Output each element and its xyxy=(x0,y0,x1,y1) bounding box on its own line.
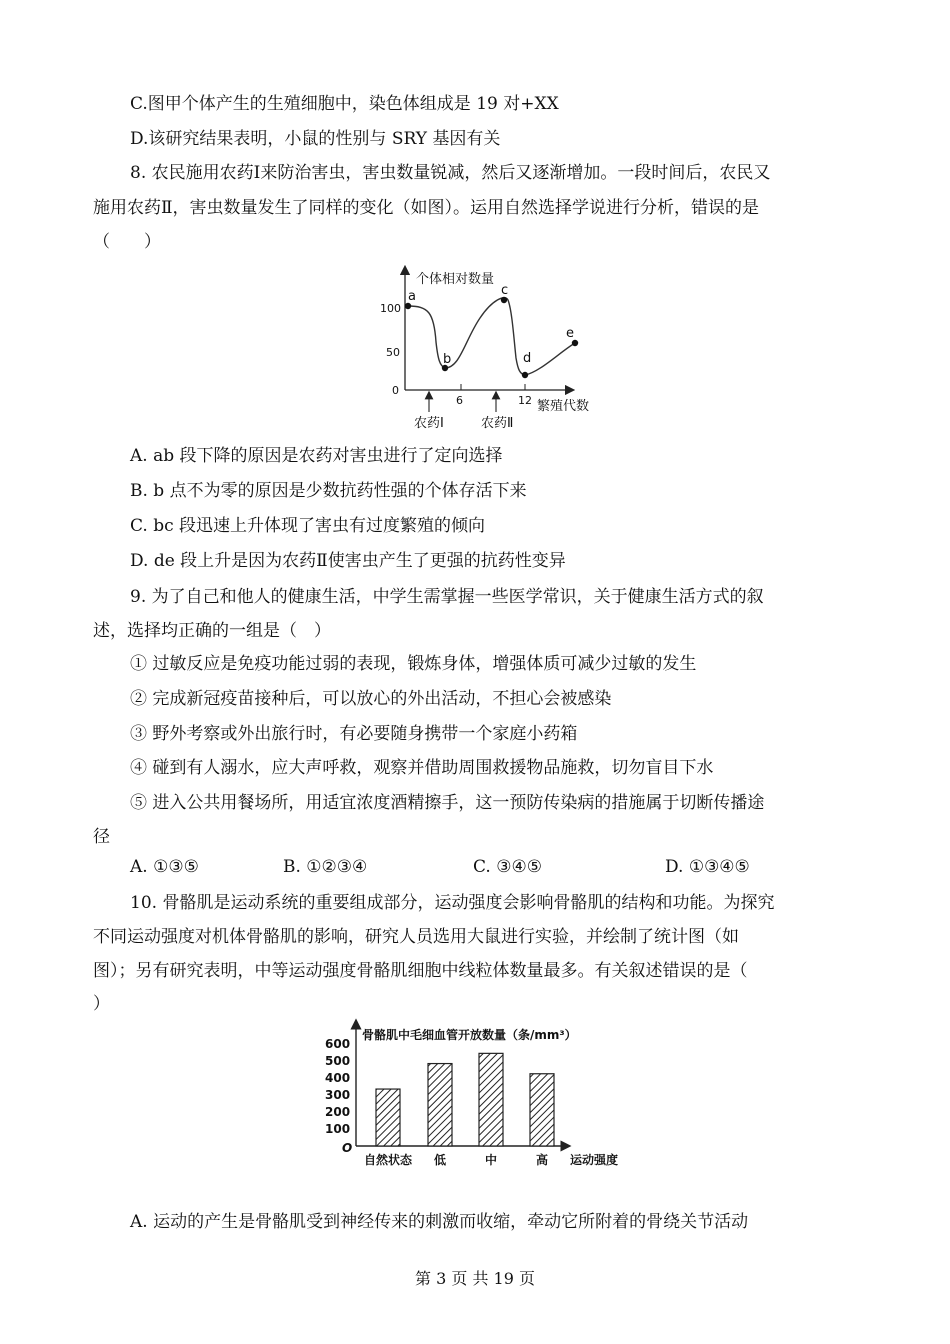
y-tick-0: 0 xyxy=(392,384,399,397)
q9-item-4: ④ 碰到有人溺水，应大声呼救，观察并借助周围救援物品施救，切勿盲目下水 xyxy=(130,758,714,778)
label-d: d xyxy=(523,351,532,366)
page-footer: 第 3 页 共 19 页 xyxy=(415,1269,535,1288)
annotation-pesticide-2: 农药Ⅱ xyxy=(481,416,514,431)
bar-3 xyxy=(530,1074,554,1146)
q10-stem-line4: ） xyxy=(93,994,110,1014)
q9-option-d: D. ①③④⑤ xyxy=(665,857,750,877)
q9-stem-line2: 述，选择均正确的一组是（ ） xyxy=(93,621,331,641)
y-tick-100: 100 xyxy=(325,1122,351,1136)
q9-option-a: A. ①③⑤ xyxy=(130,857,199,877)
label-b: b xyxy=(443,352,452,367)
x-tick-3: 高 xyxy=(535,1153,549,1167)
q10-stem-line1: 10. 骨骼肌是运动系统的重要组成部分，运动强度会影响骨骼肌的结构和功能。为探究 xyxy=(130,893,775,913)
x-tick-12: 12 xyxy=(518,394,532,407)
chart-title: 骨骼肌中毛细血管开放数量（条/mm³） xyxy=(362,1028,577,1042)
x-axis-label: 繁殖代数 xyxy=(537,399,590,414)
x-axis-label: 运动强度 xyxy=(570,1153,619,1167)
x-tick-1: 低 xyxy=(433,1153,447,1167)
q8-option-c: C. bc 段迅速上升体现了害虫有过度繁殖的倾向 xyxy=(130,516,486,536)
q9-item-5: ⑤ 进入公共用餐场所，用适宜浓度酒精擦手，这一预防传染病的措施属于切断传播途 xyxy=(130,793,765,813)
y-tick-200: 200 xyxy=(325,1105,351,1119)
capillary-bar-chart xyxy=(320,1018,640,1170)
q8-stem-line2: 施用农药Ⅱ，害虫数量发生了同样的变化（如图）。运用自然选择学说进行分析，错误的是 xyxy=(93,198,760,218)
q9-options xyxy=(130,857,830,881)
q8-option-a: A. ab 段下降的原因是农药对害虫进行了定向选择 xyxy=(130,446,503,466)
point-d xyxy=(522,372,528,378)
y-tick-400: 400 xyxy=(325,1071,351,1085)
y-tick-300: 300 xyxy=(325,1088,351,1102)
q9-item-3: ③ 野外考察或外出旅行时，有必要随身携带一个家庭小药箱 xyxy=(130,724,578,744)
annotation-pesticide-1: 农药Ⅰ xyxy=(414,416,444,431)
q8-stem-line1: 8. 农民施用农药Ⅰ来防治害虫，害虫数量锐减，然后又逐渐增加。一段时间后，农民又 xyxy=(130,163,771,183)
x-tick-6: 6 xyxy=(456,394,463,407)
q10-option-a: A. 运动的产生是骨骼肌受到神经传来的刺激而收缩，牵动它所附着的骨绕关节活动 xyxy=(130,1212,749,1232)
bar-1 xyxy=(428,1064,452,1146)
bar-0 xyxy=(376,1089,400,1146)
q10-stem-line3: 图）；另有研究表明，中等运动强度骨骼肌细胞中线粒体数量最多。有关叙述错误的是（ xyxy=(93,961,748,981)
y-tick-100: 100 xyxy=(380,302,401,315)
x-tick-0: 自然状态 xyxy=(363,1153,413,1167)
q10-stem-line2: 不同运动强度对机体骨骼肌的影响，研究人员选用大鼠进行实验，并绘制了统计图（如 xyxy=(93,927,739,947)
bar-2 xyxy=(479,1053,503,1146)
y-axis-label: 个体相对数量 xyxy=(416,272,495,287)
population-curve xyxy=(408,298,575,375)
q9-item-5-cont: 径 xyxy=(93,827,110,847)
q9-option-c: C. ③④⑤ xyxy=(473,857,542,877)
q9-stem-line1: 9. 为了自己和他人的健康生活，中学生需掌握一些医学常识，关于健康生活方式的叙 xyxy=(130,587,764,607)
q9-item-1: ① 过敏反应是免疫功能过弱的表现，锻炼身体，增强体质可减少过敏的发生 xyxy=(130,654,697,674)
label-a: a xyxy=(408,289,416,304)
label-c: c xyxy=(501,283,509,298)
y-tick-500: 500 xyxy=(325,1054,351,1068)
q7-option-c: C.图甲个体产生的生殖细胞中，染色体组成是 19 对+XX xyxy=(130,94,559,114)
q9-option-b: B. ①②③④ xyxy=(283,857,368,877)
x-tick-2: 中 xyxy=(484,1153,498,1167)
q8-answer-blank: （ ） xyxy=(93,232,161,252)
q8-option-d: D. de 段上升是因为农药Ⅱ使害虫产生了更强的抗药性变异 xyxy=(130,551,566,571)
q9-item-2: ② 完成新冠疫苗接种后，可以放心的外出活动，不担心会被感染 xyxy=(130,689,612,709)
pest-population-chart xyxy=(370,262,610,434)
y-tick-600: 600 xyxy=(325,1037,351,1051)
q8-option-b: B. b 点不为零的原因是少数抗药性强的个体存活下来 xyxy=(130,481,527,501)
origin-label: O xyxy=(342,1141,353,1155)
label-e: e xyxy=(566,326,574,341)
y-tick-50: 50 xyxy=(386,346,400,359)
q7-option-d: D.该研究结果表明，小鼠的性别与 SRY 基因有关 xyxy=(130,129,501,149)
